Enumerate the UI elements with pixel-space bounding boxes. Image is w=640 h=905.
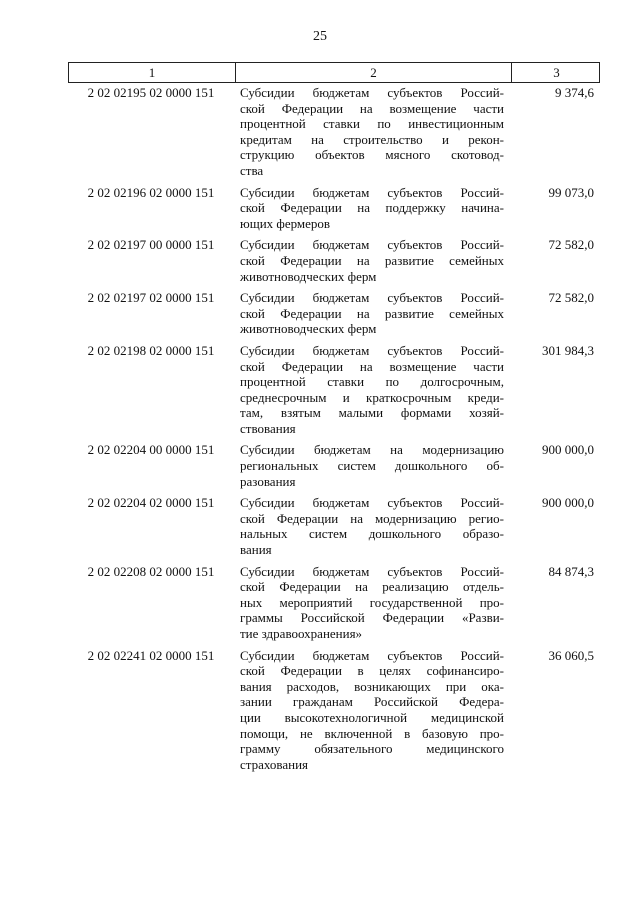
description-line: Субсидии бюджетам субъектов Россий- bbox=[240, 237, 504, 253]
table-row bbox=[68, 564, 600, 642]
budget-code: 2 02 02204 00 0000 151 bbox=[87, 442, 215, 458]
header-col-2: 2 bbox=[235, 63, 511, 82]
row-description bbox=[234, 442, 510, 489]
row-description bbox=[234, 564, 510, 642]
row-description bbox=[234, 85, 510, 179]
description-line: ской Федерации в целях софинансиро- bbox=[240, 663, 504, 679]
description-line: ской Федерации на развитие семейных bbox=[240, 305, 504, 321]
description-line: ской Федерации на реализацию отдель- bbox=[240, 579, 504, 595]
description-line: Субсидии бюджетам на модернизацию bbox=[240, 442, 504, 458]
description-line: ных мероприятий государственной про- bbox=[240, 594, 504, 610]
amount: 99 073,0 bbox=[548, 184, 594, 200]
description-line: ской Федерации на возмещение части bbox=[240, 100, 504, 116]
description-line: ской Федерации на возмещение части bbox=[240, 358, 504, 374]
amount: 900 000,0 bbox=[542, 495, 594, 511]
description-line: тие здравоохранения» bbox=[240, 626, 363, 641]
description-line: струкцию объектов мясного скотовод- bbox=[240, 147, 504, 163]
amount: 36 060,5 bbox=[548, 647, 594, 663]
table-header bbox=[68, 62, 600, 83]
amount: 84 874,3 bbox=[548, 563, 594, 579]
amount: 72 582,0 bbox=[548, 290, 594, 306]
budget-code: 2 02 02197 00 0000 151 bbox=[87, 237, 215, 253]
description-line: процентной ставки по инвестиционным bbox=[240, 116, 504, 132]
description-line: региональных систем дошкольного об- bbox=[240, 458, 504, 474]
amount: 72 582,0 bbox=[548, 237, 594, 253]
table-row bbox=[68, 85, 600, 179]
budget-code: 2 02 02208 02 0000 151 bbox=[87, 563, 215, 579]
table-row bbox=[68, 648, 600, 773]
row-description bbox=[234, 343, 510, 437]
description-line: Субсидии бюджетам субъектов Россий- bbox=[240, 495, 504, 511]
description-line: ской Федерации на поддержку начина- bbox=[240, 200, 504, 216]
description-line: помощи, не включенной в базовую про- bbox=[240, 725, 504, 741]
description-line: Субсидии бюджетам субъектов Россий- bbox=[240, 563, 504, 579]
description-line: Субсидии бюджетам субъектов Россий- bbox=[240, 342, 504, 358]
table-row bbox=[68, 495, 600, 557]
amount: 900 000,0 bbox=[542, 442, 594, 458]
description-line: животноводческих ферм bbox=[240, 268, 377, 284]
description-line: Субсидии бюджетам субъектов Россий- bbox=[240, 85, 504, 100]
row-description bbox=[234, 648, 510, 773]
description-line: ющих фермеров bbox=[240, 215, 331, 231]
description-line: там, взятым малыми формами хозяй- bbox=[240, 405, 504, 421]
description-line: ской Федерации на модернизацию регио- bbox=[240, 510, 504, 526]
description-line: Субсидии бюджетам субъектов Россий- bbox=[240, 184, 504, 200]
budget-code: 2 02 02241 02 0000 151 bbox=[87, 647, 215, 663]
table-row bbox=[68, 290, 600, 337]
row-description bbox=[234, 237, 510, 284]
header-col-3: 3 bbox=[511, 63, 601, 82]
budget-code: 2 02 02198 02 0000 151 bbox=[87, 342, 215, 358]
budget-table bbox=[68, 62, 600, 778]
description-line: Субсидии бюджетам субъектов Россий- bbox=[240, 647, 504, 663]
budget-code: 2 02 02195 02 0000 151 bbox=[87, 85, 215, 100]
page-number: 25 bbox=[313, 29, 327, 44]
description-line: грамму обязательного медицинского bbox=[240, 741, 504, 757]
description-line: вания расходов, возникающих при ока- bbox=[240, 678, 504, 694]
description-line: ской Федерации на развитие семейных bbox=[240, 252, 504, 268]
budget-code: 2 02 02197 02 0000 151 bbox=[87, 290, 215, 306]
description-line: животноводческих ферм bbox=[240, 321, 377, 337]
description-line: граммы Российской Федерации «Разви- bbox=[240, 610, 504, 626]
description-line: ства bbox=[240, 162, 264, 178]
row-description bbox=[234, 495, 510, 557]
budget-code: 2 02 02204 02 0000 151 bbox=[87, 495, 215, 511]
description-line: ствования bbox=[240, 420, 296, 436]
description-line: среднесрочным и краткосрочным креди- bbox=[240, 389, 504, 405]
table-body bbox=[68, 85, 600, 772]
table-row bbox=[68, 237, 600, 284]
description-line: кредитам на строительство и рекон- bbox=[240, 131, 504, 147]
amount: 301 984,3 bbox=[542, 342, 594, 358]
description-line: страхования bbox=[240, 756, 309, 772]
description-line: ции высокотехнологичной медицинской bbox=[240, 709, 504, 725]
amount: 9 374,6 bbox=[555, 85, 594, 100]
row-description bbox=[234, 290, 510, 337]
table-row bbox=[68, 442, 600, 489]
description-line: зании гражданам Российской Федера- bbox=[240, 694, 504, 710]
table-row bbox=[68, 185, 600, 232]
description-line: разования bbox=[240, 473, 296, 489]
budget-code: 2 02 02196 02 0000 151 bbox=[87, 184, 215, 200]
description-line: нальных систем дошкольного образо- bbox=[240, 526, 504, 542]
description-line: вания bbox=[240, 542, 272, 558]
table-row bbox=[68, 343, 600, 437]
row-description bbox=[234, 185, 510, 232]
description-line: Субсидии бюджетам субъектов Россий- bbox=[240, 290, 504, 306]
header-col-1: 1 bbox=[148, 65, 156, 80]
description-line: процентной ставки по долгосрочным, bbox=[240, 374, 504, 390]
